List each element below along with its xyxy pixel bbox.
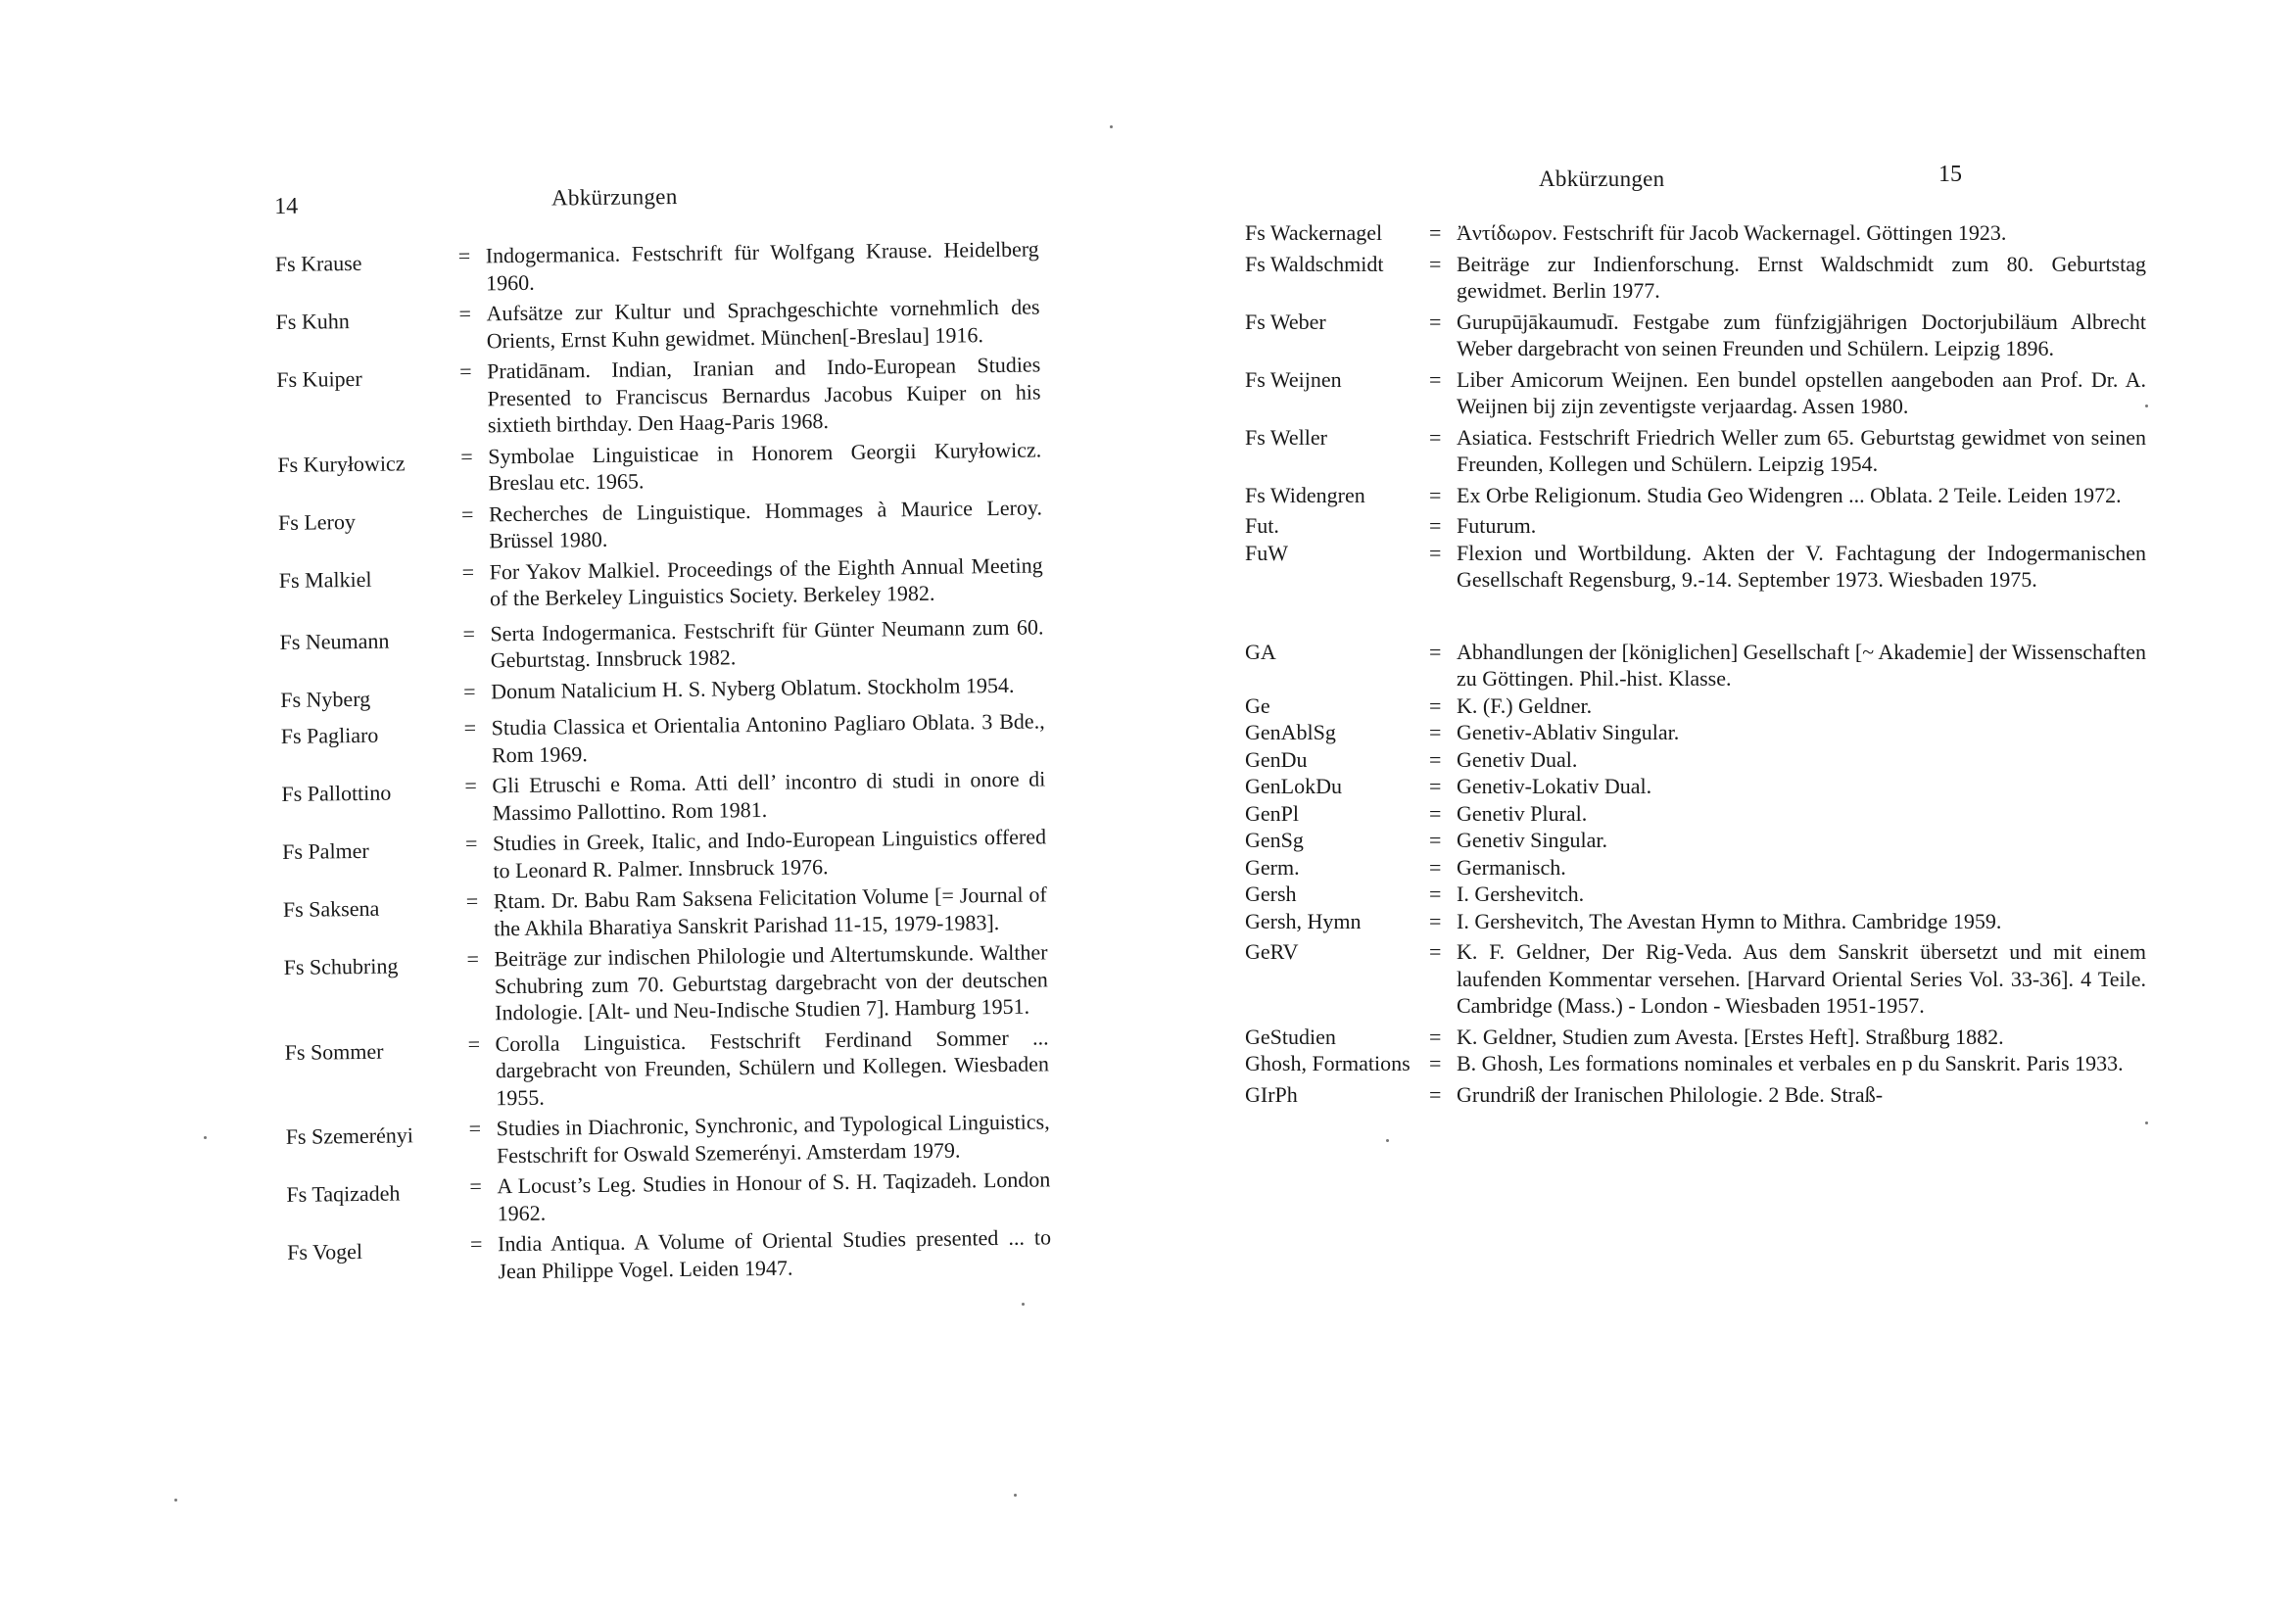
list-item <box>1245 881 2146 908</box>
definition: I. Gershevitch. <box>1457 882 1585 906</box>
definition: Symbolae Linguisticae in Honorem Georgii Kuryłowicz. Breslau etc. 1965. <box>488 436 1042 496</box>
list-item <box>1245 1081 2146 1109</box>
equals-sign: = <box>466 946 480 972</box>
right-page <box>1148 0 2296 1622</box>
list-item <box>287 1223 1052 1287</box>
equals-sign: = <box>459 358 472 384</box>
abbreviation: Fs Wackernagel <box>1245 220 1383 245</box>
definition: Donum Natalicium H. S. Nyberg Oblatum. Stockholm 1954. <box>491 672 1015 703</box>
definition: B. Ghosh, Les formations nominales et verbales en p du Sanskrit. Paris 1933. <box>1457 1051 2124 1075</box>
definition: Gli Etruschi e Roma. Atti dell’ incontro di studi in onore di Massimo Pallottino. Rom 1981. <box>492 766 1046 825</box>
list-item <box>279 613 1044 677</box>
list-item <box>1245 540 2146 594</box>
equals-sign: = <box>1429 220 1442 245</box>
scan-speck <box>2145 405 2148 407</box>
abbreviation: Ge <box>1245 692 1270 718</box>
equals-sign: = <box>469 1231 483 1257</box>
list-item <box>286 1166 1051 1229</box>
abbreviation: Fs Kuiper <box>276 365 362 392</box>
list-item <box>1245 482 2146 509</box>
list-item <box>275 235 1040 299</box>
abbreviation: Fs Weller <box>1245 424 1327 450</box>
list-item <box>1245 800 2146 828</box>
abbreviation: Fs Nyberg <box>280 686 371 712</box>
equals-sign: = <box>467 1030 481 1057</box>
abbreviation: Fs Weijnen <box>1245 366 1342 392</box>
abbreviation: Fs Saksena <box>282 895 380 922</box>
definition: Flexion und Wortbildung. Akten der V. Fachtagung der Indogermanischen Gesellschaft Regensburg, 9.-14. September 1973. Wiesbaden 1975. <box>1457 540 2146 592</box>
list-item <box>280 707 1045 771</box>
list-item <box>283 938 1048 1028</box>
equals-sign: = <box>1429 513 1442 538</box>
scan-speck <box>204 1136 207 1139</box>
definition: For Yakov Malkiel. Proceedings of the Eighth Annual Meeting of the Berkeley Linguistics Society. Berkeley 1982. <box>489 551 1043 611</box>
running-head: Abkürzungen <box>1539 167 1665 191</box>
abbreviation: GenLokDu <box>1245 774 1342 798</box>
page-number: 14 <box>273 193 299 219</box>
definition: Serta Indogermanica. Festschrift für Günter Neumann zum 60. Geburtstag. Innsbruck 1982. <box>490 613 1044 673</box>
abbreviation: Fut. <box>1245 513 1279 538</box>
definition: Studia Classica et Orientalia Antonino Pagliaro Oblata. 3 Bde., Rom 1969. <box>491 708 1045 767</box>
abbreviation: Fs Vogel <box>287 1238 363 1264</box>
abbreviation: Fs Palmer <box>282 837 369 864</box>
abbreviation: Fs Krause <box>274 250 362 276</box>
equals-sign: = <box>462 621 476 646</box>
list-item <box>1245 251 2146 305</box>
definition: Ex Orbe Religionum. Studia Geo Widengren ... Oblata. 2 Teile. Leiden 1972. <box>1457 482 2122 507</box>
scan-speck <box>1014 1494 1017 1497</box>
abbreviation: GeStudien <box>1245 1024 1336 1049</box>
equals-sign: = <box>1429 939 1442 964</box>
list-item <box>276 351 1041 441</box>
list-item <box>1245 639 2146 692</box>
definition: Ἀντίδωρον. Festschrift für Jacob Wackernagel. Göttingen 1923. <box>1457 220 2007 245</box>
abbreviation: GIrPh <box>1245 1081 1298 1107</box>
list-item <box>279 551 1044 615</box>
definition: Studies in Greek, Italic, and Indo-European Linguistics offered to Leonard R. Palmer. Innsbruck 1976. <box>492 824 1047 883</box>
definition: Beiträge zur indischen Philologie und Altertumskunde. Walther Schubring zum 70. Geburtstag dargebracht von der deutschen Indologie. [Alt- und Neu-Indische Studien 7]. Hamburg 1951. <box>494 939 1048 1026</box>
abbreviation: FuW <box>1245 540 1288 565</box>
definition: Indogermanica. Festschrift für Wolfgang Krause. Heidelberg 1960. <box>485 236 1039 295</box>
equals-sign: = <box>465 888 479 914</box>
list-item <box>285 1108 1050 1171</box>
list-item <box>282 823 1047 886</box>
abbreviation: Gersh, Hymn <box>1245 908 1362 933</box>
definition: Abhandlungen der [königlichen] Gesellschaft [~ Akademie] der Wissenschaften zu Göttingen. Phil.-hist. Klasse. <box>1457 639 2146 691</box>
list-item <box>1245 366 2146 420</box>
definition: Genetiv Singular. <box>1457 828 1607 852</box>
abbreviation: GeRV <box>1245 939 1299 964</box>
abbreviation: Fs Kuhn <box>275 309 350 334</box>
definition: Genetiv-Ablativ Singular. <box>1457 720 1680 744</box>
list-item <box>1245 938 2146 1020</box>
abbreviation: Ghosh, Formations <box>1245 1051 1411 1075</box>
definition: Germanisch. <box>1457 854 1566 880</box>
list-item <box>1245 512 2146 540</box>
list-item <box>281 765 1046 829</box>
abbreviation: Fs Neumann <box>279 628 390 654</box>
abbreviation: Fs Pagliaro <box>280 722 379 748</box>
list-item <box>1245 827 2146 854</box>
equals-sign: = <box>1429 854 1442 880</box>
definition: I. Gershevitch, The Avestan Hymn to Mithra. Cambridge 1959. <box>1457 908 2002 933</box>
abbreviation: Germ. <box>1245 854 1300 880</box>
list-item <box>284 1024 1049 1114</box>
definition: K. (F.) Geldner. <box>1457 692 1593 718</box>
definition: Studies in Diachronic, Synchronic, and Typological Linguistics, Festschrift for Oswald Szemerényi. Amsterdam 1979. <box>496 1109 1050 1168</box>
equals-sign: = <box>463 715 477 740</box>
equals-sign: = <box>1429 309 1442 334</box>
equals-sign: = <box>1429 1051 1442 1075</box>
definition: Genetiv Dual. <box>1457 746 1578 772</box>
equals-sign: = <box>1429 828 1442 852</box>
equals-sign: = <box>468 1116 482 1141</box>
abbreviation: Fs Malkiel <box>278 566 372 593</box>
abbreviation: Fs Schubring <box>283 953 399 979</box>
definition: India Antiqua. A Volume of Oriental Studies presented ... to Jean Philippe Vogel. Leiden 1947. <box>497 1224 1052 1283</box>
list-item <box>1245 219 2146 247</box>
abbreviation: GenDu <box>1245 746 1308 772</box>
scan-speck <box>1022 1303 1025 1306</box>
list-item <box>1245 854 2146 882</box>
equals-sign: = <box>1429 908 1442 933</box>
list-item <box>1245 692 2146 720</box>
abbreviation: Fs Waldschmidt <box>1245 251 1384 276</box>
equals-sign: = <box>1429 639 1442 664</box>
equals-sign: = <box>1429 540 1442 565</box>
equals-sign: = <box>1429 1024 1442 1049</box>
list-item <box>278 494 1043 557</box>
definition: Ṛtam. Dr. Babu Ram Saksena Felicitation Volume [= Journal of the Akhila Bharatiya Sanskrit Parishad 11-15, 1979-1983]. <box>493 882 1047 940</box>
equals-sign: = <box>457 243 471 268</box>
list-item <box>1245 1050 2146 1077</box>
equals-sign: = <box>460 501 474 527</box>
abbreviation: Fs Weber <box>1245 309 1326 334</box>
abbreviation: Fs Widengren <box>1245 482 1365 507</box>
list-item <box>1245 1024 2146 1051</box>
scan-speck <box>2145 1121 2148 1124</box>
abbreviation: GA <box>1245 639 1276 664</box>
abbreviation: Fs Pallottino <box>281 780 392 806</box>
definition: Liber Amicorum Weijnen. Een bundel opstellen aangeboden aan Prof. Dr. A. Weijnen bij zijn zeventigste verjaardag. Assen 1980. <box>1457 366 2146 418</box>
list-item <box>1245 719 2146 746</box>
definition: Gurupūjākaumudī. Festgabe zum fünfzigjährigen Doctorjubiläum Albrecht Weber dargebracht von seinen Freunden und Schülern. Leipzig 1896. <box>1457 309 2146 360</box>
running-head: Abkürzungen <box>550 183 678 211</box>
definition: Futurum. <box>1457 513 1537 538</box>
list-item <box>1245 309 2146 362</box>
page-number: 15 <box>1938 162 1962 187</box>
definition: Genetiv-Lokativ Dual. <box>1457 774 1652 798</box>
equals-sign: = <box>460 444 473 469</box>
equals-sign: = <box>1429 800 1442 826</box>
equals-sign: = <box>1429 746 1442 772</box>
definition: Grundriß der Iranischen Philologie. 2 Bde. Straß- <box>1457 1081 1884 1107</box>
list-item <box>277 436 1042 500</box>
abbreviation: GenAblSg <box>1245 720 1336 744</box>
abbreviation: Fs Kuryłowicz <box>277 450 406 477</box>
equals-sign: = <box>1429 366 1442 392</box>
left-page-content <box>0 0 1145 1283</box>
list-item <box>1245 746 2146 774</box>
definition: Beiträge zur Indienforschung. Ernst Waldschmidt zum 80. Geburtstag gewidmet. Berlin 1977. <box>1457 251 2146 303</box>
abbreviation: Fs Sommer <box>284 1038 384 1065</box>
equals-sign: = <box>464 773 477 798</box>
equals-sign: = <box>1429 424 1442 450</box>
equals-sign: = <box>1429 251 1442 276</box>
list-item <box>283 881 1048 944</box>
abbreviation: GenPl <box>1245 800 1299 826</box>
list-item <box>280 671 1044 713</box>
abbreviation: Fs Leroy <box>277 508 357 535</box>
scan-speck <box>174 1499 177 1502</box>
definition: Pratidānam. Indian, Iranian and Indo-European Studies Presented to Franciscus Bernardus Jacobus Kuiper on his sixtieth birthday. Den Haag-Paris 1968. <box>487 352 1041 438</box>
equals-sign: = <box>464 831 478 856</box>
definition: Recherches de Linguistique. Hommages à Maurice Leroy. Brüssel 1980. <box>488 494 1043 553</box>
definition: Genetiv Plural. <box>1457 800 1588 826</box>
equals-sign: = <box>461 559 475 585</box>
equals-sign: = <box>1429 720 1442 744</box>
abbreviation-list <box>275 235 1052 1286</box>
scan-speck <box>1110 125 1113 128</box>
abbreviation-list <box>1245 219 2146 1108</box>
abbreviation: Fs Taqizadeh <box>286 1180 401 1207</box>
definition: A Locust’s Leg. Studies in Honour of S. H. Taqizadeh. London 1962. <box>497 1167 1051 1225</box>
list-item <box>1245 908 2146 935</box>
equals-sign: = <box>1429 482 1442 507</box>
definition: K. F. Geldner, Der Rig-Veda. Aus dem Sanskrit übersetzt und mit einem laufenden Kommentar versehen. [Harvard Oriental Series Vol. 33-36]. 4 Teile. Cambridge (Mass.) - London - Wiesbaden 1951-1957. <box>1457 939 2146 1018</box>
list-item <box>1245 424 2146 478</box>
equals-sign: = <box>1429 692 1442 718</box>
equals-sign: = <box>1429 774 1442 798</box>
abbreviation: Fs Szemerényi <box>285 1122 414 1149</box>
abbreviation: Gersh <box>1245 882 1297 906</box>
definition: Corolla Linguistica. Festschrift Ferdinand Sommer ... dargebracht von Freunden, Schülern und Kollegen. Wiesbaden 1955. <box>495 1024 1050 1110</box>
equals-sign: = <box>469 1173 482 1199</box>
definition: Asiatica. Festschrift Friedrich Weller zum 65. Geburtstag gewidmet von seinen Freunden, Kollegen und Schülern. Leipzig 1954. <box>1457 424 2146 476</box>
abbreviation: GenSg <box>1245 828 1304 852</box>
equals-sign: = <box>463 679 476 704</box>
definition: Aufsätze zur Kultur und Sprachgeschichte vornehmlich des Orients, Ernst Kuhn gewidmet. München[-Breslau] 1916. <box>486 294 1040 353</box>
list-item <box>275 293 1040 357</box>
equals-sign: = <box>458 301 472 326</box>
equals-sign: = <box>1429 1081 1442 1107</box>
equals-sign: = <box>1429 882 1442 906</box>
list-item <box>1245 773 2146 800</box>
scan-speck <box>1386 1139 1389 1142</box>
definition: K. Geldner, Studien zum Avesta. [Erstes Heft]. Straßburg 1882. <box>1457 1024 2004 1049</box>
